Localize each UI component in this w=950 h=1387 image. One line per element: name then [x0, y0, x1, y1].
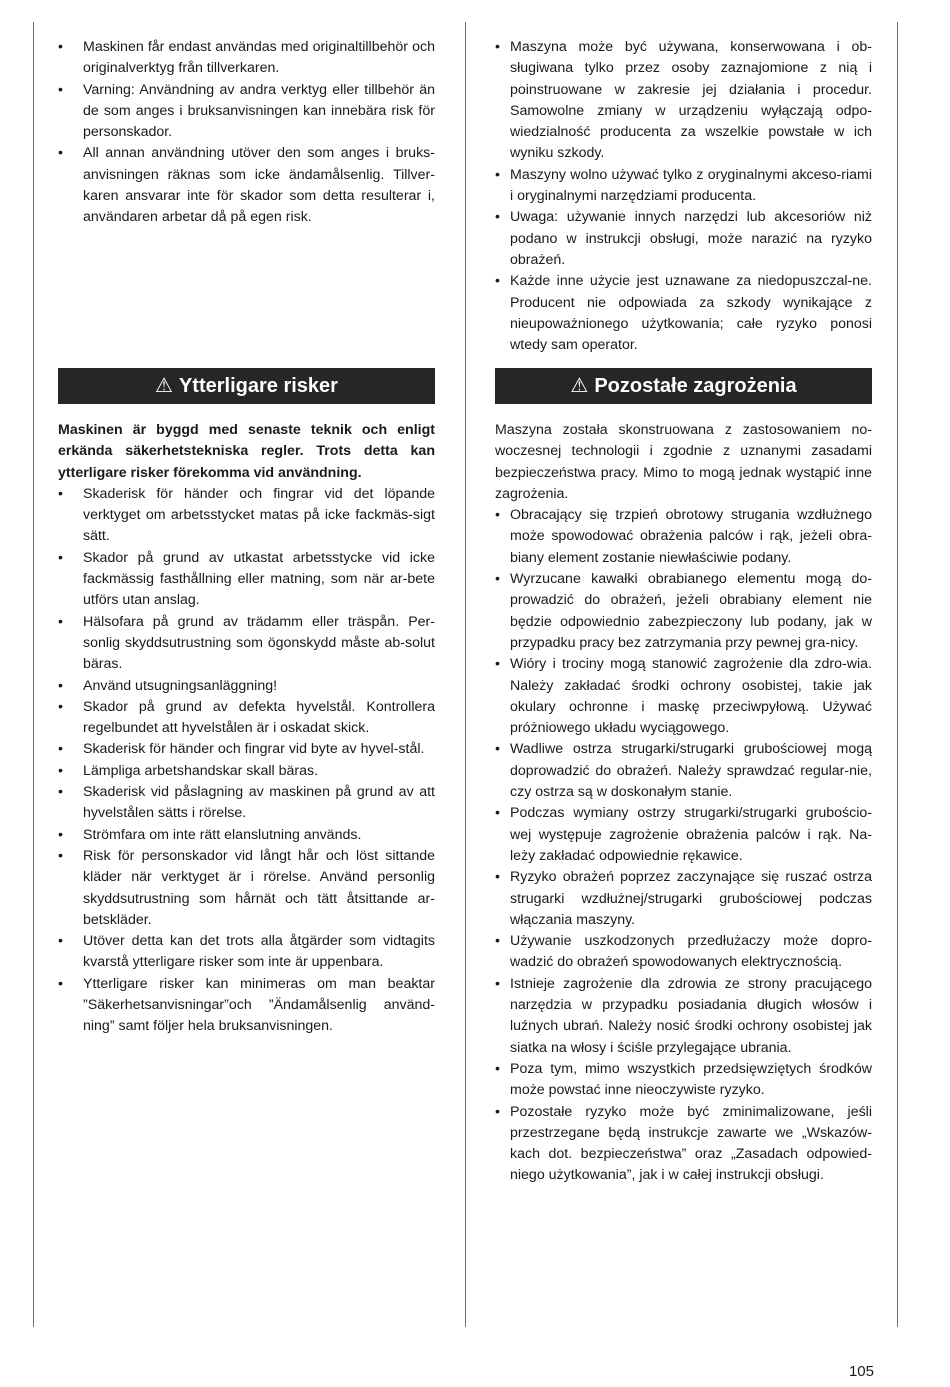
list-item: • Wióry i trociny mogą stanowić zagrożenie dla zdro-wia. Należy zakładać środki ochrony osobistej, takie jak okulary ochronne i maskę przeciwpyłową. Używać próżniowego układu wyciągowego.: [495, 654, 872, 739]
list-item: • Ryzyko obrażeń poprzez zaczynające się ruszać ostrza strugarki wzdłużnej/strugarki grubościowej podczas włączania maszyny.: [495, 867, 872, 931]
list-item: • Risk för personskador vid långt hår och löst sittande kläder när verktyget är i rörelse. Använd personlig skyddsutrustning som hårnät och tätt åtsittande ar-betskläder.: [58, 846, 435, 931]
right-section-heading: [495, 368, 872, 404]
list-item: • Istnieje zagrożenie dla zdrowia ze strony pracującego narzędzia w przypadku posiadania długich włosów i luźnych ubrań. Należy nosić środki ochrony osobistej jak siatka na włosy i ściśle przylegające ubrania.: [495, 974, 872, 1059]
list-item: • Lämpliga arbetshandskar skall bäras.: [58, 761, 435, 782]
right-top-bullet-list: [495, 37, 872, 356]
list-item: • Hälsofara på grund av trädamm eller träspån. Per-sonlig skyddsutrustning som ögonskydd måste ab-solut bäras.: [58, 612, 435, 676]
center-column-rule: [465, 22, 466, 1327]
list-item: • Skaderisk för händer och fingrar vid byte av hyvel-stål.: [58, 739, 435, 760]
right-risks-section: [495, 420, 872, 1187]
left-top-bullet-list: [58, 37, 435, 229]
left-intro-paragraph: Maskinen är byggd med senaste teknik och enligt erkända säkerhetstekniska regler. Trots detta kan ytterligare risker förekomma vid användning.: [58, 422, 435, 481]
left-risks-section: [58, 420, 435, 1038]
left-margin-rule: [33, 22, 34, 1327]
list-item: • Strömfara om inte rätt elanslutning används.: [58, 825, 435, 846]
left-risks-bullet-list: [58, 484, 435, 1038]
list-item: • Varning: Användning av andra verktyg eller tillbehör än de som anges i bruksanvisningen kan innebära risk för personskador.: [58, 80, 435, 144]
list-item: • Maskinen får endast användas med originaltillbehör och originalverktyg från tillverkaren.: [58, 37, 435, 80]
list-item: • Używanie uszkodzonych przedłużaczy może dopro-wadzić do obrażeń spowodowanych elektrycznością.: [495, 931, 872, 974]
warning-triangle-icon: ⚠: [155, 375, 173, 397]
list-item: • Wyrzucane kawałki obrabianego elementu mogą do-prowadzić do obrażeń, jeżeli obrabiany element nie będzie odpowiednio zabezpieczony lub podany, jak w przypadku pracy bez zatrzymania przy pewnej gra-nicy.: [495, 569, 872, 654]
right-top-section: [495, 37, 872, 356]
list-item: • Uwaga: używanie innych narzędzi lub akcesoriów niż podano w instrukcji obsługi, może narazić na ryzyko obrażeń.: [495, 207, 872, 271]
right-heading-text: Pozostałe zagrożenia: [594, 375, 797, 397]
list-item: • Podczas wymiany ostrzy strugarki/strugarki grubościo-wej występuje zagrożenie obrażenia palców i rąk. Na-leży zakładać odpowiednie rękawice.: [495, 803, 872, 867]
left-heading-text: Ytterligare risker: [178, 375, 338, 397]
left-top-section: [58, 37, 435, 229]
list-item: • Maszyna może być używana, konserwowana i ob-sługiwana tylko przez osoby zaznajomione z nią i poinstruowane w zakresie jej działania i procedur. Samowolne zmiany w urządzeniu wyłączają odpo-wiedzialność producenta za wszelkie powstałe w ich wyniku szkody.: [495, 37, 872, 165]
list-item: • Wadliwe ostrza strugarki/strugarki grubościowej mogą doprowadzić do obrażeń. Należy sprawdzać regular-nie, czy ostrza są w doskonałym stanie.: [495, 739, 872, 803]
list-item: • Ytterligare risker kan minimeras om man beaktar ”Säkerhetsanvisningar”och ”Ändamålsenlig använd-ning” samt följer hela bruksanvisningen.: [58, 974, 435, 1038]
page-number: 105: [848, 1363, 874, 1380]
right-margin-rule: [897, 22, 898, 1327]
list-item: • Maszyny wolno używać tylko z oryginalnymi akceso-riami i oryginalnymi narzędziami producenta.: [495, 165, 872, 208]
list-item: • Utöver detta kan det trots alla åtgärder som vidtagits kvarstå ytterligare risker som inte är uppenbara.: [58, 931, 435, 974]
list-item: • Skador på grund av defekta hyvelstål. Kontrollera regelbundet att hyvelstålen är i oskadat skick.: [58, 697, 435, 740]
list-item: • Poza tym, mimo wszystkich przedsięwziętych środków może powstać inne nieoczywiste ryzyko.: [495, 1059, 872, 1102]
list-item: • Använd utsugningsanläggning!: [58, 676, 435, 697]
right-risks-bullet-list: [495, 505, 872, 1187]
right-intro-paragraph: Maszyna została skonstruowana z zastosowaniem no-woczesnej technologii i zgodnie z uznanymi zasadami bezpieczeństwa pracy. Mimo to mogą jednak wystąpić inne zagrożenia.: [495, 422, 872, 502]
list-item: • Skador på grund av utkastat arbetsstycke vid icke fackmässig fasthållning eller matning, som när ar-bete utförs utan anslag.: [58, 548, 435, 612]
warning-triangle-icon: ⚠: [570, 375, 589, 397]
list-item: • Skaderisk vid påslagning av maskinen på grund av att hyvelstålen sätts i rörelse.: [58, 782, 435, 825]
list-item: • Pozostałe ryzyko może być zminimalizowane, jeśli przestrzegane będą instrukcje zawarte we „Wskazów-kach dot. bezpieczeństwa” oraz „Zasadach odpowied-niego użytkowania”, jak i w całej instrukcji obsługi.: [495, 1102, 872, 1187]
left-section-heading: [58, 368, 435, 404]
list-item: • All annan användning utöver den som anges i bruks-anvisningen räknas som icke ändamålsenlig. Tillver-karen ansvarar inte för skador som detta resulterar i, användaren arbetar då på egen risk.: [58, 143, 435, 228]
list-item: • Każde inne użycie jest uznawane za niedopuszczal-ne. Producent nie odpowiada za szkody wynikające z nieupoważnionego użytkowania; całe ryzyko ponosi wtedy sam operator.: [495, 271, 872, 356]
list-item: • Obracający się trzpień obrotowy strugania wzdłużnego może spowodować obrażenia palców i rąk, jeżeli obra-biany element zostanie niewłaściwie podany.: [495, 505, 872, 569]
list-item: • Skaderisk för händer och fingrar vid det löpande verktyget om arbetsstycket matas på icke fackmäs-sigt sätt.: [58, 484, 435, 548]
